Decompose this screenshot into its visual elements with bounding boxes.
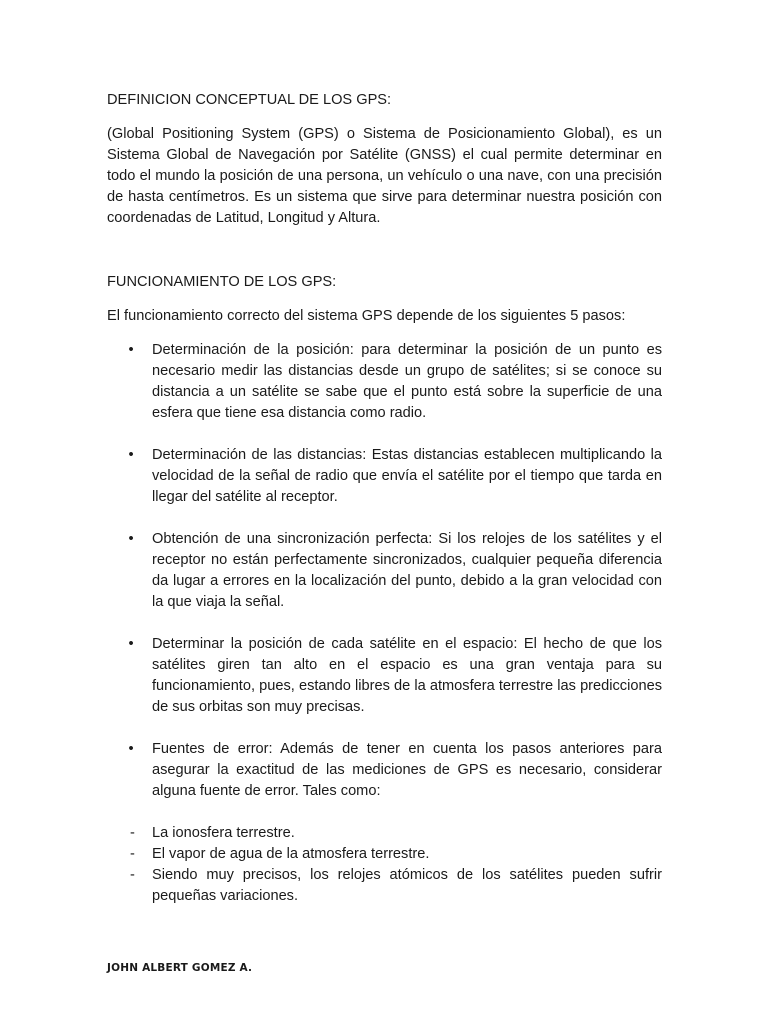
list-item <box>107 340 662 424</box>
bullet-icon: • <box>128 741 134 757</box>
step-text: Determinación de las distancias: Estas distancias establecen multiplicando la velocidad de la señal de radio que envía el satélite por el tiempo que tarda en llegar del satélite al receptor. <box>152 447 662 505</box>
definition-heading: DEFINICION CONCEPTUAL DE LOS GPS: <box>107 92 392 108</box>
step-text: Determinar la posición de cada satélite en el espacio: El hecho de que los satélites giren tan alto en el espacio es una gran ventaja para su funcionamiento, pues, estando libres de la atmosfera terrestre las predicciones de sus orbitas son muy precisas. <box>152 636 662 715</box>
definition-paragraph: (Global Positioning System (GPS) o Sistema de Posicionamiento Global), es un Sistema Global de Navegación por Satélite (GNSS) el cual permite determinar en todo el mundo la posición de una persona, un vehículo o una nave, con una precisión de hasta centímetros. Es un sistema que sirve para determinar nuestra posición con coordenadas de Latitud, Longitud y Altura. <box>107 126 662 226</box>
list-item <box>107 634 662 718</box>
list-item <box>107 739 662 907</box>
dash-icon: - <box>130 867 135 883</box>
list-item <box>130 865 662 907</box>
error-source-text: El vapor de agua de la atmosfera terrestre. <box>152 846 430 862</box>
error-sources-list <box>130 823 662 907</box>
author-footer: JOHN ALBERT GOMEZ A. <box>107 962 253 974</box>
document-page <box>107 90 662 928</box>
step-text: Determinación de la posición: para determinar la posición de un punto es necesario medir las distancias desde un grupo de satélites; si se conoce su distancia a un satélite se sabe que el punto está sobre la superficie de una esfera que tiene esa distancia como radio. <box>152 342 662 421</box>
error-source-text: Siendo muy precisos, los relojes atómicos de los satélites pueden sufrir pequeñas variaciones. <box>152 867 662 904</box>
bullet-icon: • <box>128 447 134 463</box>
bullet-icon: • <box>128 636 134 652</box>
operation-heading: FUNCIONAMIENTO DE LOS GPS: <box>107 274 337 290</box>
list-item <box>107 529 662 613</box>
step-text: Obtención de una sincronización perfecta: Si los relojes de los satélites y el receptor no están perfectamente sincronizados, cualquier pequeña diferencia da lugar a errores en la localización del punto, debido a la gran velocidad con la que viaja la señal. <box>152 531 662 610</box>
section-spacer <box>107 229 662 272</box>
list-item <box>130 823 662 844</box>
list-item <box>107 445 662 508</box>
dash-icon: - <box>130 825 135 841</box>
bullet-icon: • <box>128 531 134 547</box>
list-item <box>130 844 662 865</box>
error-source-text: La ionosfera terrestre. <box>152 825 295 841</box>
steps-list <box>107 340 662 907</box>
step-text: Fuentes de error: Además de tener en cuenta los pasos anteriores para asegurar la exactitud de las mediciones de GPS es necesario, considerar alguna fuente de error. Tales como: <box>152 741 662 799</box>
dash-icon: - <box>130 846 135 862</box>
bullet-icon: • <box>128 342 134 358</box>
operation-intro: El funcionamiento correcto del sistema GPS depende de los siguientes 5 pasos: <box>107 308 626 324</box>
